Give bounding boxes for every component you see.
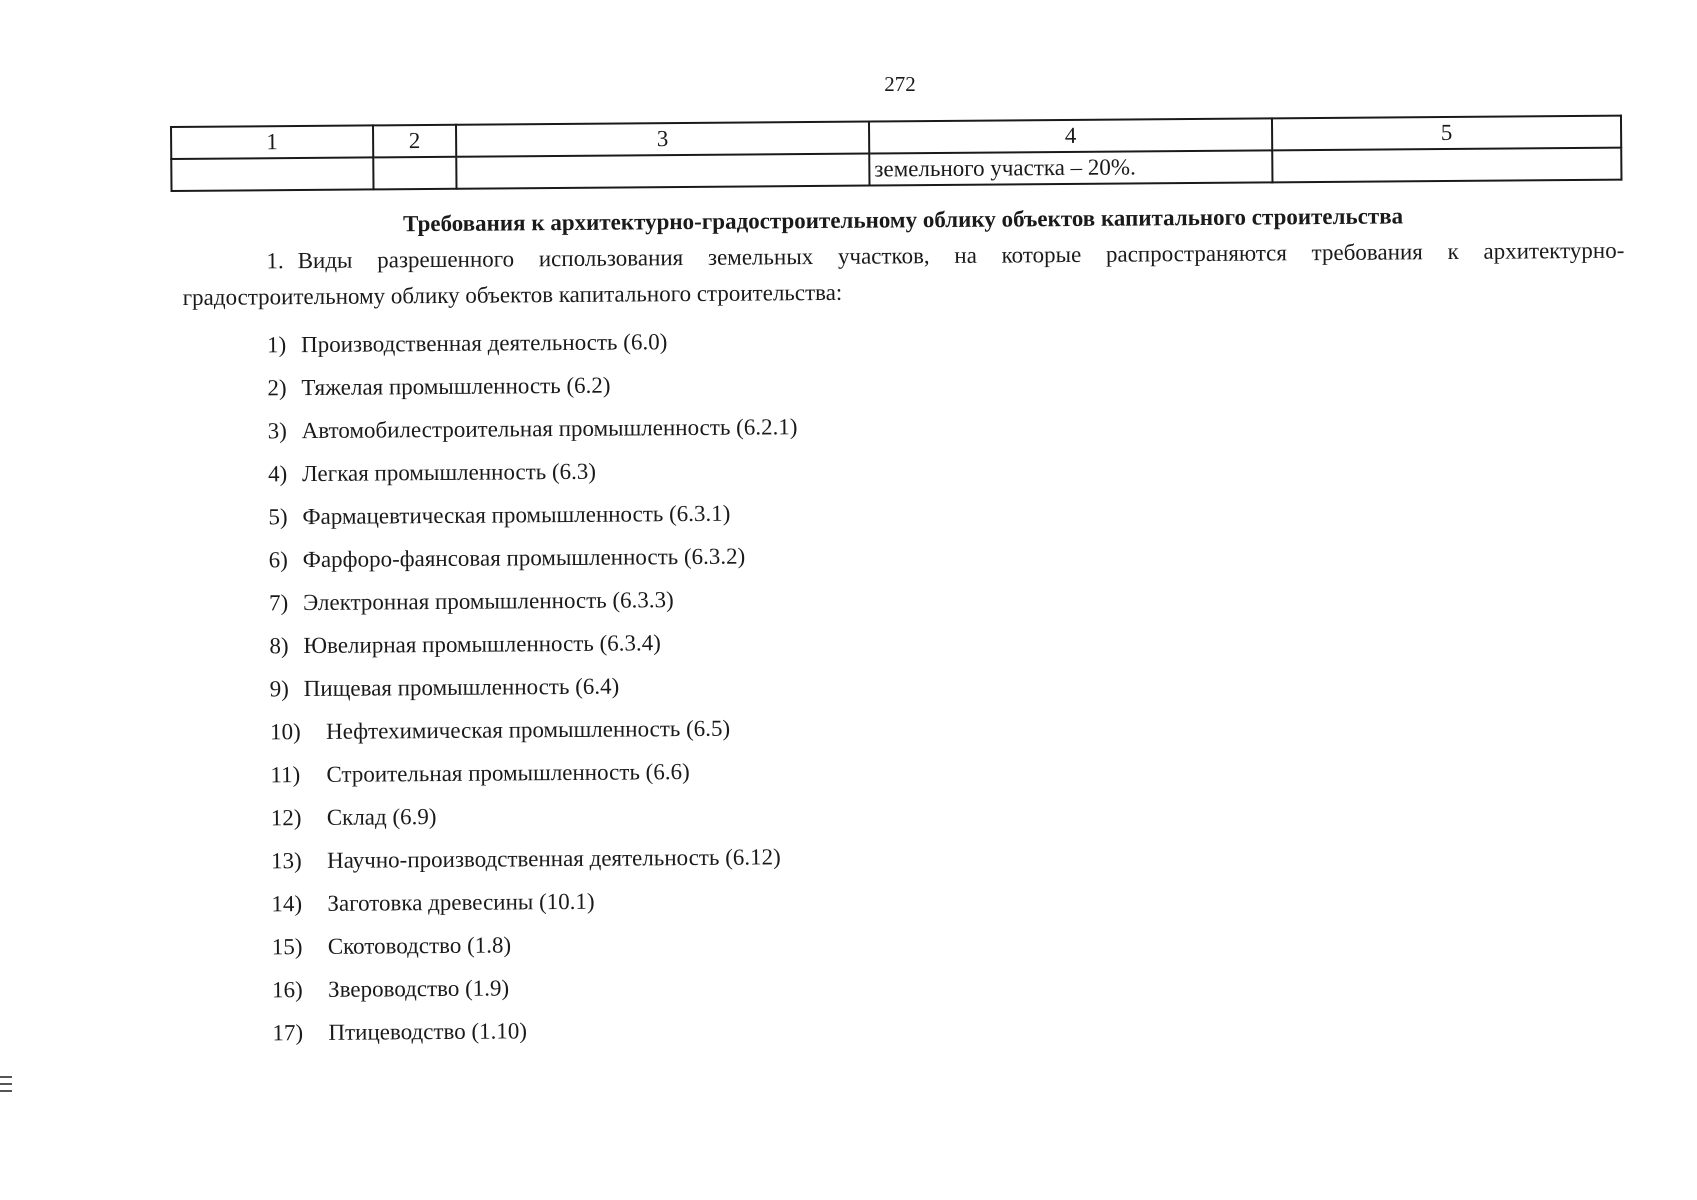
scan-edge-mark: [0, 1083, 12, 1085]
document-body: [182, 201, 1631, 1055]
list-item-text: Скотоводство (1.8): [327, 932, 512, 959]
table-header-cell: 2: [373, 125, 456, 158]
list-item-text: Автомобилестроительная промышленность (6.2.1): [301, 414, 798, 444]
list-item-number: 16): [272, 977, 303, 1003]
permitted-use-list: [183, 313, 1631, 1055]
list-item-number: 7): [268, 590, 289, 616]
table-cell: [456, 154, 869, 189]
list-item-number: 12): [270, 805, 302, 831]
continuation-table: [170, 115, 1622, 192]
list-item-text: Тяжелая промышленность (6.2): [301, 372, 611, 401]
table-header-cell: 1: [171, 125, 373, 159]
list-item-number: 3): [267, 418, 287, 444]
list-item-number: 1): [266, 332, 287, 358]
scan-edge-mark: [0, 1076, 12, 1078]
table-cell: земельного участка – 20%.: [869, 150, 1272, 185]
list-item-number: 2): [267, 375, 287, 401]
intro-paragraph: [182, 233, 1625, 316]
table-cell: [373, 157, 456, 190]
scan-edge-mark: [0, 1090, 12, 1092]
paragraph-text: Виды разрешенного использования земельных участков, на которые распространяются требования к архитектурно-градостроительному облику объектов капитального строительства:: [182, 237, 1625, 310]
list-item-number: 15): [271, 934, 303, 960]
table-header-cell: 5: [1272, 116, 1621, 151]
list-item-number: 8): [269, 633, 289, 659]
paragraph-number: 1.: [266, 248, 284, 274]
list-item-text: Звероводство (1.9): [328, 975, 510, 1002]
list-item-text: Производственная деятельность (6.0): [300, 329, 668, 358]
table-header-cell: 4: [869, 118, 1272, 153]
list-item-number: 6): [268, 547, 289, 573]
table-cell: [1272, 148, 1621, 183]
list-item-number: 11): [270, 762, 301, 788]
list-item-text: Заготовка древесины (10.1): [327, 888, 595, 916]
table-header-cell: 3: [456, 122, 869, 157]
list-item-text: Легкая промышленность (6.3): [301, 458, 597, 487]
list-item-number: 14): [271, 891, 303, 917]
list-item-number: 9): [269, 676, 290, 702]
page-number: 272: [884, 72, 916, 96]
table-cell: [171, 157, 373, 191]
list-item-text: Электронная промышленность (6.3.3): [302, 587, 674, 616]
list-item-number: 5): [268, 504, 288, 530]
list-item-number: 13): [271, 848, 302, 874]
list-item-text: Научно-производственная деятельность (6.12): [326, 844, 781, 873]
section-heading: Требования к архитектурно-градостроительному облику объектов капитального строительства: [402, 203, 1404, 237]
list-item-text: Птицеводство (1.10): [328, 1018, 528, 1045]
list-item-text: Пищевая промышленность (6.4): [303, 673, 620, 702]
list-item-text: Ювелирная промышленность (6.3.4): [303, 630, 661, 659]
list-item-number: 10): [269, 719, 301, 745]
list-item-text: Склад (6.9): [326, 804, 437, 830]
list-item-number: 17): [272, 1020, 304, 1046]
list-item-text: Строительная промышленность (6.6): [326, 759, 690, 787]
list-item-text: Нефтехимическая промышленность (6.5): [325, 715, 731, 744]
list-item-number: 4): [267, 461, 288, 487]
list-item-text: Фарфоро-фаянсовая промышленность (6.3.2): [302, 543, 746, 573]
list-item-text: Фармацевтическая промышленность (6.3.1): [302, 500, 731, 530]
